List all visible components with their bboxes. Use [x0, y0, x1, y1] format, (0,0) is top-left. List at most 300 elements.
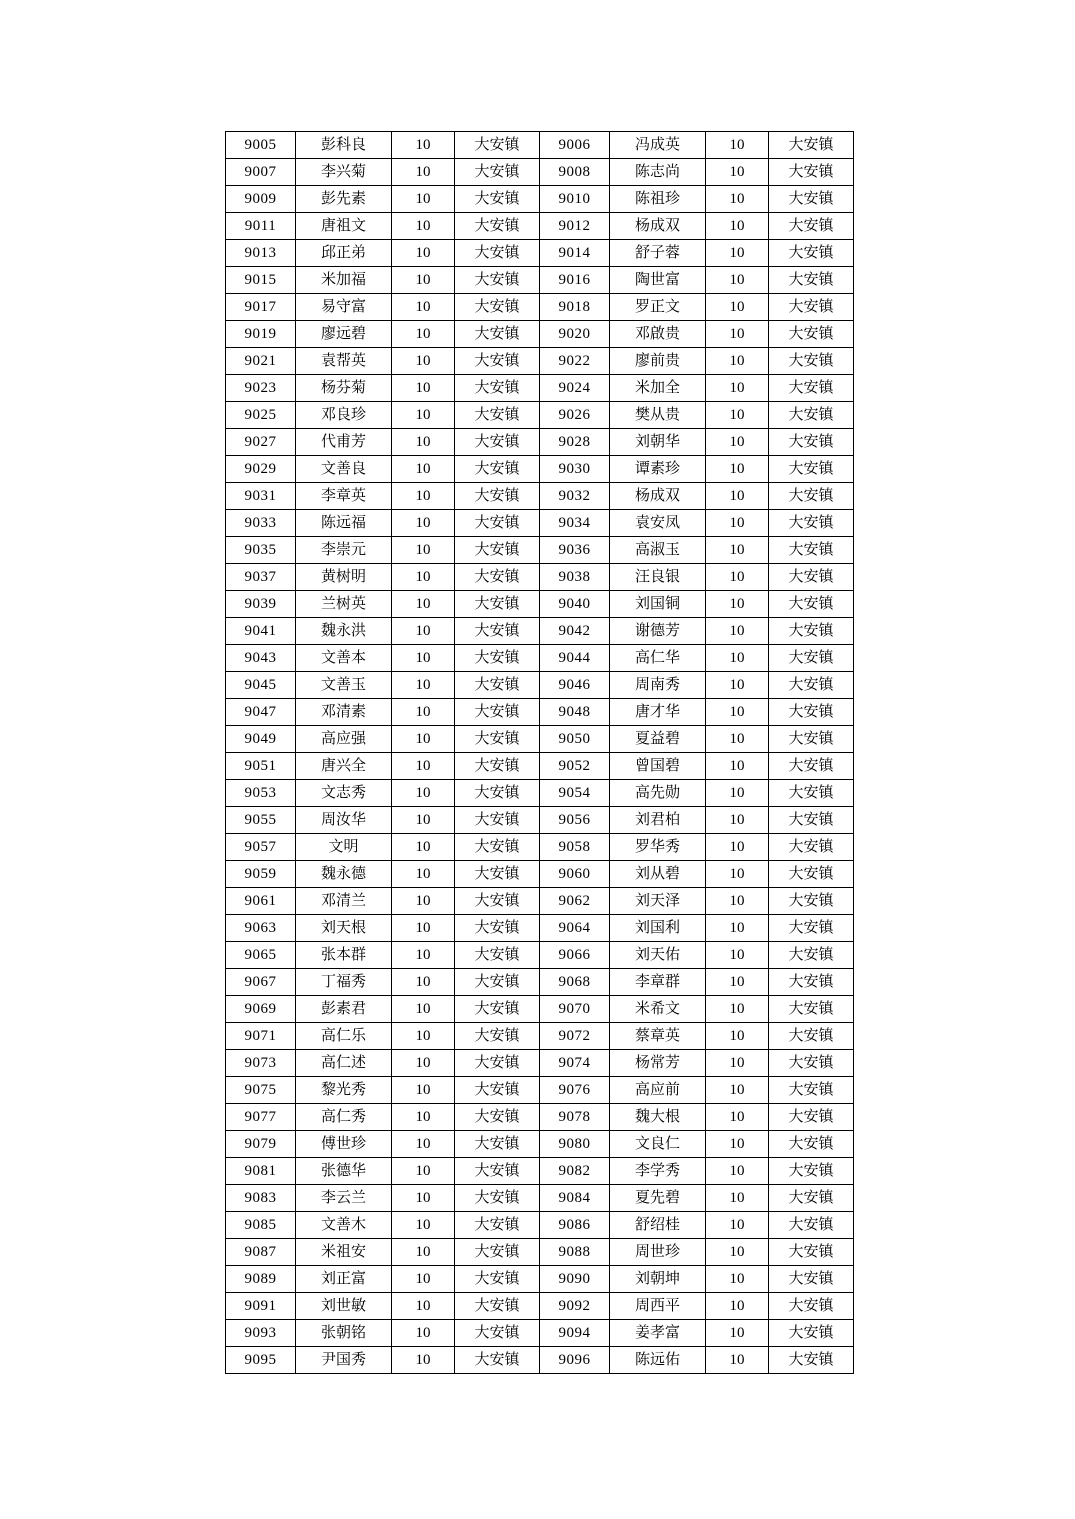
person-id-cell: 9068: [540, 969, 610, 996]
person-id-cell: 9048: [540, 699, 610, 726]
person-id-cell: 9038: [540, 564, 610, 591]
person-name-cell: 杨成双: [610, 483, 706, 510]
amount-cell: 10: [392, 888, 455, 915]
person-name-cell: 刘君柏: [610, 807, 706, 834]
person-name-cell: 罗华秀: [610, 834, 706, 861]
table-row: [226, 996, 854, 1023]
town-cell: 大安镇: [455, 942, 540, 969]
person-id-cell: 9041: [226, 618, 296, 645]
person-name-cell: 周西平: [610, 1293, 706, 1320]
town-cell: 大安镇: [769, 375, 854, 402]
table-row: [226, 348, 854, 375]
person-name-cell: 廖远碧: [296, 321, 392, 348]
person-name-cell: 刘天泽: [610, 888, 706, 915]
table-row: [226, 672, 854, 699]
person-id-cell: 9070: [540, 996, 610, 1023]
amount-cell: 10: [392, 132, 455, 159]
town-cell: 大安镇: [769, 645, 854, 672]
table-row: [226, 942, 854, 969]
person-id-cell: 9039: [226, 591, 296, 618]
amount-cell: 10: [706, 348, 769, 375]
person-name-cell: 黎光秀: [296, 1077, 392, 1104]
amount-cell: 10: [706, 213, 769, 240]
person-id-cell: 9059: [226, 861, 296, 888]
person-id-cell: 9030: [540, 456, 610, 483]
amount-cell: 10: [392, 1104, 455, 1131]
person-id-cell: 9086: [540, 1212, 610, 1239]
person-name-cell: 刘天佑: [610, 942, 706, 969]
amount-cell: 10: [706, 240, 769, 267]
amount-cell: 10: [392, 753, 455, 780]
person-id-cell: 9088: [540, 1239, 610, 1266]
town-cell: 大安镇: [769, 1185, 854, 1212]
person-name-cell: 彭科良: [296, 132, 392, 159]
person-name-cell: 彭素君: [296, 996, 392, 1023]
table-row: [226, 1104, 854, 1131]
person-name-cell: 高仁秀: [296, 1104, 392, 1131]
town-cell: 大安镇: [455, 1077, 540, 1104]
person-name-cell: 魏大根: [610, 1104, 706, 1131]
amount-cell: 10: [706, 1158, 769, 1185]
amount-cell: 10: [392, 348, 455, 375]
table-row: [226, 1212, 854, 1239]
amount-cell: 10: [706, 645, 769, 672]
amount-cell: 10: [706, 807, 769, 834]
person-name-cell: 邓良珍: [296, 402, 392, 429]
amount-cell: 10: [706, 969, 769, 996]
person-name-cell: 刘国铜: [610, 591, 706, 618]
town-cell: 大安镇: [455, 591, 540, 618]
person-id-cell: 9047: [226, 699, 296, 726]
person-name-cell: 高仁华: [610, 645, 706, 672]
person-name-cell: 周汝华: [296, 807, 392, 834]
person-name-cell: 刘国利: [610, 915, 706, 942]
amount-cell: 10: [392, 240, 455, 267]
person-id-cell: 9036: [540, 537, 610, 564]
town-cell: 大安镇: [455, 1293, 540, 1320]
person-name-cell: 刘朝华: [610, 429, 706, 456]
amount-cell: 10: [392, 672, 455, 699]
town-cell: 大安镇: [455, 807, 540, 834]
person-name-cell: 邓啟贵: [610, 321, 706, 348]
person-name-cell: 米希文: [610, 996, 706, 1023]
person-id-cell: 9017: [226, 294, 296, 321]
amount-cell: 10: [706, 510, 769, 537]
amount-cell: 10: [706, 861, 769, 888]
amount-cell: 10: [706, 1131, 769, 1158]
amount-cell: 10: [392, 1239, 455, 1266]
town-cell: 大安镇: [769, 672, 854, 699]
amount-cell: 10: [392, 996, 455, 1023]
person-name-cell: 袁安凤: [610, 510, 706, 537]
amount-cell: 10: [392, 429, 455, 456]
amount-cell: 10: [392, 186, 455, 213]
amount-cell: 10: [706, 1347, 769, 1374]
amount-cell: 10: [392, 294, 455, 321]
table-row: [226, 429, 854, 456]
amount-cell: 10: [706, 1320, 769, 1347]
person-id-cell: 9079: [226, 1131, 296, 1158]
town-cell: 大安镇: [455, 1023, 540, 1050]
table-row: [226, 834, 854, 861]
person-name-cell: 邓清兰: [296, 888, 392, 915]
person-id-cell: 9080: [540, 1131, 610, 1158]
town-cell: 大安镇: [455, 1266, 540, 1293]
town-cell: 大安镇: [455, 321, 540, 348]
town-cell: 大安镇: [455, 132, 540, 159]
amount-cell: 10: [392, 942, 455, 969]
person-name-cell: 李兴菊: [296, 159, 392, 186]
town-cell: 大安镇: [455, 834, 540, 861]
person-id-cell: 9014: [540, 240, 610, 267]
person-name-cell: 张本群: [296, 942, 392, 969]
town-cell: 大安镇: [455, 1185, 540, 1212]
town-cell: 大安镇: [769, 726, 854, 753]
amount-cell: 10: [706, 1212, 769, 1239]
person-name-cell: 李崇元: [296, 537, 392, 564]
person-id-cell: 9020: [540, 321, 610, 348]
amount-cell: 10: [392, 1320, 455, 1347]
amount-cell: 10: [706, 321, 769, 348]
town-cell: 大安镇: [455, 375, 540, 402]
town-cell: 大安镇: [455, 483, 540, 510]
town-cell: 大安镇: [769, 429, 854, 456]
table-row: [226, 1023, 854, 1050]
town-cell: 大安镇: [769, 753, 854, 780]
person-id-cell: 9085: [226, 1212, 296, 1239]
person-name-cell: 曾国碧: [610, 753, 706, 780]
person-id-cell: 9027: [226, 429, 296, 456]
town-cell: 大安镇: [455, 618, 540, 645]
amount-cell: 10: [706, 1023, 769, 1050]
town-cell: 大安镇: [455, 1212, 540, 1239]
town-cell: 大安镇: [769, 1023, 854, 1050]
person-id-cell: 9037: [226, 564, 296, 591]
person-id-cell: 9064: [540, 915, 610, 942]
town-cell: 大安镇: [769, 915, 854, 942]
table-row: [226, 726, 854, 753]
amount-cell: 10: [706, 375, 769, 402]
amount-cell: 10: [392, 537, 455, 564]
town-cell: 大安镇: [769, 1347, 854, 1374]
person-id-cell: 9024: [540, 375, 610, 402]
amount-cell: 10: [706, 456, 769, 483]
amount-cell: 10: [706, 672, 769, 699]
table-row: [226, 645, 854, 672]
person-id-cell: 9049: [226, 726, 296, 753]
town-cell: 大安镇: [769, 861, 854, 888]
person-name-cell: 易守富: [296, 294, 392, 321]
amount-cell: 10: [392, 510, 455, 537]
table-row: [226, 807, 854, 834]
person-id-cell: 9078: [540, 1104, 610, 1131]
amount-cell: 10: [392, 1212, 455, 1239]
amount-cell: 10: [706, 1077, 769, 1104]
person-name-cell: 文良仁: [610, 1131, 706, 1158]
town-cell: 大安镇: [769, 294, 854, 321]
town-cell: 大安镇: [769, 1239, 854, 1266]
amount-cell: 10: [392, 591, 455, 618]
person-name-cell: 陈远福: [296, 510, 392, 537]
person-name-cell: 陈远佑: [610, 1347, 706, 1374]
amount-cell: 10: [706, 402, 769, 429]
person-name-cell: 杨芬菊: [296, 375, 392, 402]
table-row: [226, 375, 854, 402]
person-name-cell: 文明: [296, 834, 392, 861]
table-row: [226, 618, 854, 645]
person-name-cell: 周南秀: [610, 672, 706, 699]
person-name-cell: 高仁乐: [296, 1023, 392, 1050]
amount-cell: 10: [392, 456, 455, 483]
person-name-cell: 廖前贵: [610, 348, 706, 375]
person-id-cell: 9073: [226, 1050, 296, 1077]
person-id-cell: 9008: [540, 159, 610, 186]
table-row: [226, 1266, 854, 1293]
person-name-cell: 文善玉: [296, 672, 392, 699]
person-name-cell: 谢德芳: [610, 618, 706, 645]
town-cell: 大安镇: [455, 159, 540, 186]
amount-cell: 10: [392, 1023, 455, 1050]
person-name-cell: 丁福秀: [296, 969, 392, 996]
amount-cell: 10: [392, 267, 455, 294]
town-cell: 大安镇: [455, 645, 540, 672]
table-row: [226, 564, 854, 591]
amount-cell: 10: [392, 1347, 455, 1374]
person-name-cell: 米祖安: [296, 1239, 392, 1266]
person-name-cell: 袁帮英: [296, 348, 392, 375]
table-row: [226, 753, 854, 780]
town-cell: 大安镇: [769, 186, 854, 213]
table-row: [226, 267, 854, 294]
amount-cell: 10: [706, 1050, 769, 1077]
town-cell: 大安镇: [455, 888, 540, 915]
town-cell: 大安镇: [455, 429, 540, 456]
town-cell: 大安镇: [769, 1266, 854, 1293]
table-row: [226, 510, 854, 537]
amount-cell: 10: [392, 1293, 455, 1320]
amount-cell: 10: [392, 699, 455, 726]
town-cell: 大安镇: [455, 780, 540, 807]
town-cell: 大安镇: [769, 267, 854, 294]
town-cell: 大安镇: [455, 456, 540, 483]
amount-cell: 10: [392, 1050, 455, 1077]
person-id-cell: 9043: [226, 645, 296, 672]
table-row: [226, 294, 854, 321]
person-id-cell: 9092: [540, 1293, 610, 1320]
town-cell: 大安镇: [769, 942, 854, 969]
person-id-cell: 9018: [540, 294, 610, 321]
person-id-cell: 9007: [226, 159, 296, 186]
amount-cell: 10: [392, 915, 455, 942]
person-id-cell: 9028: [540, 429, 610, 456]
amount-cell: 10: [392, 969, 455, 996]
town-cell: 大安镇: [769, 1293, 854, 1320]
amount-cell: 10: [706, 132, 769, 159]
table-row: [226, 186, 854, 213]
amount-cell: 10: [392, 834, 455, 861]
amount-cell: 10: [706, 996, 769, 1023]
table-row: [226, 213, 854, 240]
town-cell: 大安镇: [769, 1050, 854, 1077]
table-row: [226, 159, 854, 186]
town-cell: 大安镇: [769, 1104, 854, 1131]
person-id-cell: 9035: [226, 537, 296, 564]
person-name-cell: 文善本: [296, 645, 392, 672]
amount-cell: 10: [706, 1266, 769, 1293]
person-name-cell: 陈祖珍: [610, 186, 706, 213]
amount-cell: 10: [706, 564, 769, 591]
town-cell: 大安镇: [769, 591, 854, 618]
person-name-cell: 刘世敏: [296, 1293, 392, 1320]
town-cell: 大安镇: [455, 564, 540, 591]
person-name-cell: 刘天根: [296, 915, 392, 942]
person-id-cell: 9067: [226, 969, 296, 996]
table-row: [226, 969, 854, 996]
person-id-cell: 9040: [540, 591, 610, 618]
town-cell: 大安镇: [769, 456, 854, 483]
person-name-cell: 舒绍桂: [610, 1212, 706, 1239]
person-name-cell: 杨常芳: [610, 1050, 706, 1077]
person-id-cell: 9061: [226, 888, 296, 915]
roster-table-body: [226, 132, 854, 1374]
person-name-cell: 樊从贵: [610, 402, 706, 429]
town-cell: 大安镇: [769, 537, 854, 564]
amount-cell: 10: [392, 1077, 455, 1104]
amount-cell: 10: [706, 294, 769, 321]
town-cell: 大安镇: [769, 996, 854, 1023]
town-cell: 大安镇: [769, 564, 854, 591]
person-name-cell: 杨成双: [610, 213, 706, 240]
town-cell: 大安镇: [455, 1347, 540, 1374]
town-cell: 大安镇: [769, 1131, 854, 1158]
amount-cell: 10: [706, 753, 769, 780]
amount-cell: 10: [706, 618, 769, 645]
table-row: [226, 1293, 854, 1320]
person-id-cell: 9072: [540, 1023, 610, 1050]
person-id-cell: 9034: [540, 510, 610, 537]
town-cell: 大安镇: [455, 1050, 540, 1077]
person-id-cell: 9019: [226, 321, 296, 348]
person-id-cell: 9026: [540, 402, 610, 429]
person-id-cell: 9050: [540, 726, 610, 753]
amount-cell: 10: [392, 1131, 455, 1158]
person-name-cell: 谭素珍: [610, 456, 706, 483]
person-name-cell: 夏先碧: [610, 1185, 706, 1212]
person-name-cell: 舒子蓉: [610, 240, 706, 267]
amount-cell: 10: [392, 564, 455, 591]
person-name-cell: 李章英: [296, 483, 392, 510]
amount-cell: 10: [706, 942, 769, 969]
person-id-cell: 9075: [226, 1077, 296, 1104]
town-cell: 大安镇: [455, 267, 540, 294]
person-id-cell: 9083: [226, 1185, 296, 1212]
amount-cell: 10: [706, 429, 769, 456]
person-name-cell: 彭先素: [296, 186, 392, 213]
person-name-cell: 姜孝富: [610, 1320, 706, 1347]
amount-cell: 10: [706, 834, 769, 861]
town-cell: 大安镇: [769, 969, 854, 996]
amount-cell: 10: [392, 213, 455, 240]
person-name-cell: 高应强: [296, 726, 392, 753]
town-cell: 大安镇: [455, 915, 540, 942]
amount-cell: 10: [706, 1185, 769, 1212]
table-row: [226, 591, 854, 618]
person-id-cell: 9087: [226, 1239, 296, 1266]
town-cell: 大安镇: [455, 1131, 540, 1158]
person-id-cell: 9090: [540, 1266, 610, 1293]
table-row: [226, 915, 854, 942]
table-row: [226, 402, 854, 429]
table-row: [226, 132, 854, 159]
person-name-cell: 刘正富: [296, 1266, 392, 1293]
person-id-cell: 9011: [226, 213, 296, 240]
town-cell: 大安镇: [455, 1239, 540, 1266]
person-id-cell: 9071: [226, 1023, 296, 1050]
town-cell: 大安镇: [455, 537, 540, 564]
amount-cell: 10: [706, 1239, 769, 1266]
amount-cell: 10: [392, 807, 455, 834]
table-row: [226, 240, 854, 267]
amount-cell: 10: [392, 402, 455, 429]
person-name-cell: 魏永德: [296, 861, 392, 888]
person-id-cell: 9016: [540, 267, 610, 294]
town-cell: 大安镇: [769, 1158, 854, 1185]
person-id-cell: 9055: [226, 807, 296, 834]
amount-cell: 10: [706, 699, 769, 726]
person-name-cell: 唐兴全: [296, 753, 392, 780]
town-cell: 大安镇: [769, 1212, 854, 1239]
person-id-cell: 9033: [226, 510, 296, 537]
person-id-cell: 9052: [540, 753, 610, 780]
person-name-cell: 罗正文: [610, 294, 706, 321]
person-id-cell: 9044: [540, 645, 610, 672]
town-cell: 大安镇: [769, 402, 854, 429]
person-name-cell: 张朝铭: [296, 1320, 392, 1347]
table-row: [226, 1239, 854, 1266]
person-name-cell: 文志秀: [296, 780, 392, 807]
town-cell: 大安镇: [769, 780, 854, 807]
person-id-cell: 9056: [540, 807, 610, 834]
amount-cell: 10: [392, 1185, 455, 1212]
person-id-cell: 9095: [226, 1347, 296, 1374]
town-cell: 大安镇: [769, 1320, 854, 1347]
town-cell: 大安镇: [769, 213, 854, 240]
town-cell: 大安镇: [455, 1104, 540, 1131]
person-id-cell: 9009: [226, 186, 296, 213]
table-row: [226, 537, 854, 564]
town-cell: 大安镇: [769, 834, 854, 861]
person-id-cell: 9032: [540, 483, 610, 510]
person-id-cell: 9013: [226, 240, 296, 267]
person-name-cell: 文善良: [296, 456, 392, 483]
person-id-cell: 9082: [540, 1158, 610, 1185]
person-name-cell: 米加全: [610, 375, 706, 402]
town-cell: 大安镇: [455, 1320, 540, 1347]
amount-cell: 10: [392, 321, 455, 348]
town-cell: 大安镇: [769, 321, 854, 348]
amount-cell: 10: [706, 780, 769, 807]
table-row: [226, 483, 854, 510]
table-row: [226, 1077, 854, 1104]
person-name-cell: 陈志尚: [610, 159, 706, 186]
person-id-cell: 9021: [226, 348, 296, 375]
roster-table: [225, 131, 854, 1374]
person-name-cell: 周世珍: [610, 1239, 706, 1266]
person-name-cell: 唐才华: [610, 699, 706, 726]
person-name-cell: 兰树英: [296, 591, 392, 618]
person-id-cell: 9051: [226, 753, 296, 780]
town-cell: 大安镇: [455, 969, 540, 996]
